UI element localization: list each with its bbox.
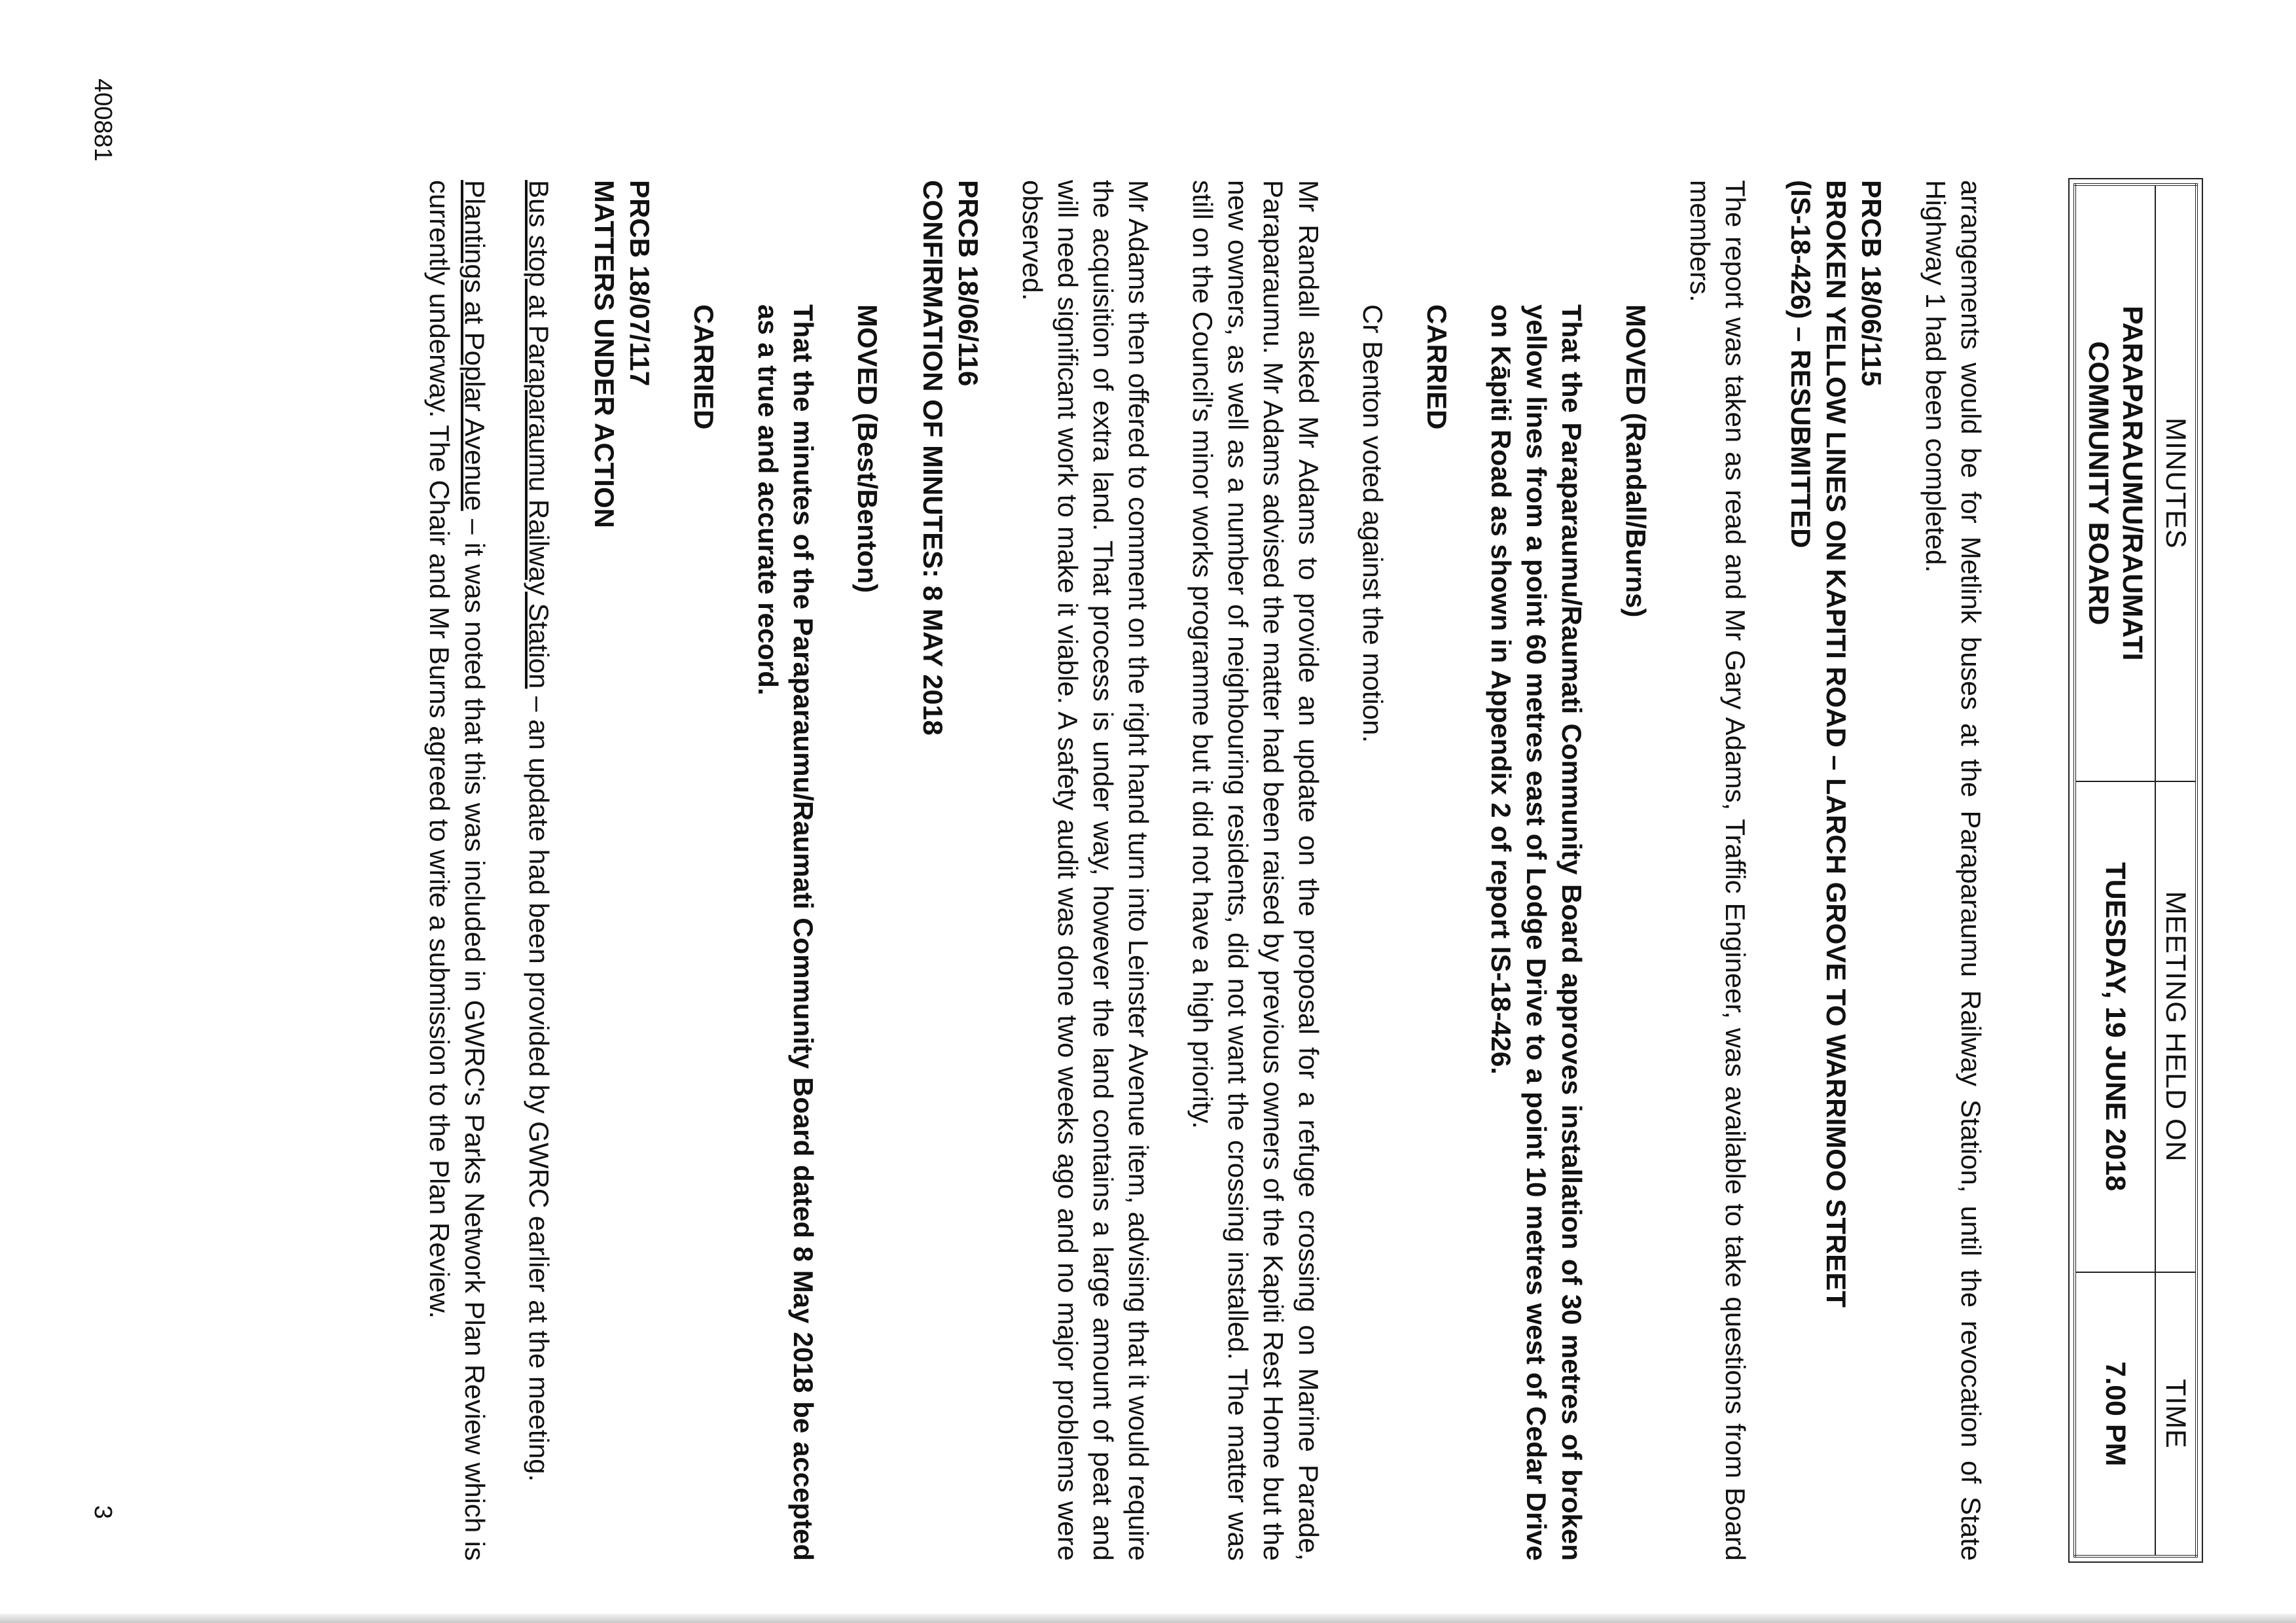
minutes-header-table bbox=[2073, 183, 2198, 1558]
item-115-moved: MOVED (Randall/Burns) bbox=[1621, 304, 1651, 618]
item-117-heading bbox=[586, 180, 657, 1561]
plantings-label: Plantings at Poplar Avenue bbox=[459, 180, 490, 511]
item-116-number: PRCB 18/06/116 bbox=[953, 180, 984, 387]
meeting-date: TUESDAY, 19 JUNE 2018 bbox=[2075, 781, 2155, 1272]
meeting-time: 7.00 PM bbox=[2075, 1272, 2155, 1556]
board-name-line1: PARAPARAUMU/RAUMATI bbox=[2117, 306, 2148, 661]
item-117-number: PRCB 18/07/117 bbox=[624, 180, 655, 387]
item-116-carried: CARRIED bbox=[689, 304, 719, 430]
item-115-report-text: The report was taken as read and Mr Gary Adams, Traffic Engineer, was available to take questions from Board members. bbox=[1685, 180, 1751, 1561]
item-115-adams-paragraph: Mr Adams then offered to comment on the right hand turn into Leinster Avenue item, advising that it would require the acquisition of extra land. That process is under way, however the land contains a large amount of peat and will need significant work to make it viable. A safety audit was done two weeks ago and no major problems were observed. bbox=[1017, 180, 1154, 1561]
item-115-number: PRCB 18/06/115 bbox=[1856, 180, 1887, 387]
page-number: 3 bbox=[89, 1505, 117, 1520]
intro-paragraph: arrangements would be for Metlink buses at the Paraparaumu Railway Station, until the revocation of State Highway 1 had been completed. bbox=[1920, 180, 1986, 1561]
item-115-title-line2: (IS-18-426) – RESUBMITTED bbox=[1785, 180, 1816, 548]
item-115-randall-paragraph: Mr Randall asked Mr Adams to provide an update on the proposal for a refuge crossing on Marine Parade, Paraparaumu. Mr Adams advised the matter had been raised by previous owners of the Kapiti Rest Home but the new owners, as well as a number of neighbouring residents, did not want the crossing installed. The matter was still on the Council's minor works programme but it did not have a high priority. bbox=[1187, 180, 1324, 1561]
item-117-plantings bbox=[422, 180, 492, 1561]
item-116-moved: MOVED (Best/Benton) bbox=[852, 304, 883, 593]
item-116-heading bbox=[915, 180, 986, 1561]
item-116-motion: That the minutes of the Paraparaumu/Raumati Community Board dated 8 May 2018 be accepted as a true and accurate record. bbox=[753, 304, 819, 1561]
item-115-carried: CARRIED bbox=[1422, 304, 1452, 430]
bus-stop-text: – an update had been provided by GWRC earlier at the meeting. bbox=[524, 688, 554, 1482]
item-117-title: MATTERS UNDER ACTION bbox=[589, 180, 620, 528]
board-name-line2: COMMUNITY BOARD bbox=[2083, 341, 2114, 626]
item-115-vote-against: Cr Benton voted against the motion. bbox=[1357, 304, 1388, 743]
item-117-bus-stop bbox=[521, 180, 556, 1561]
scan-edge-shadow bbox=[0, 1614, 2296, 1623]
document-id: 400881 bbox=[89, 79, 117, 162]
plantings-text: – it was noted that this was included in GWRC's Parks Network Plan Review which is currently underway. The Chair and Mr Burns agreed to write a submission to the Plan Review. bbox=[424, 180, 490, 1561]
bus-stop-label: Bus stop at Paraparaumu Railway Station bbox=[524, 180, 554, 689]
minutes-body bbox=[393, 180, 1988, 1561]
item-115-heading bbox=[1783, 180, 1889, 1561]
item-115-title-line1: BROKEN YELLOW LINES ON KAPITI ROAD – LARCH GROVE TO WARRIMOO STREET bbox=[1821, 180, 1852, 1308]
item-115-motion: That the Paraparaumu/Raumati Community Board approves installation of 30 metres of broken yellow lines from a point 60 metres east of Lodge Drive to a point 10 metres west of Cedar Drive on Kāpiti Road as shown in Appendix 2 of report IS-18-426. bbox=[1486, 304, 1587, 1561]
board-name bbox=[2075, 185, 2155, 781]
meeting-held-label: MEETING HELD ON bbox=[2155, 781, 2197, 1272]
time-label: TIME bbox=[2155, 1272, 2197, 1556]
minutes-label: MINUTES bbox=[2155, 185, 2197, 781]
item-116-title: CONFIRMATION OF MINUTES: 8 MAY 2018 bbox=[918, 180, 948, 736]
